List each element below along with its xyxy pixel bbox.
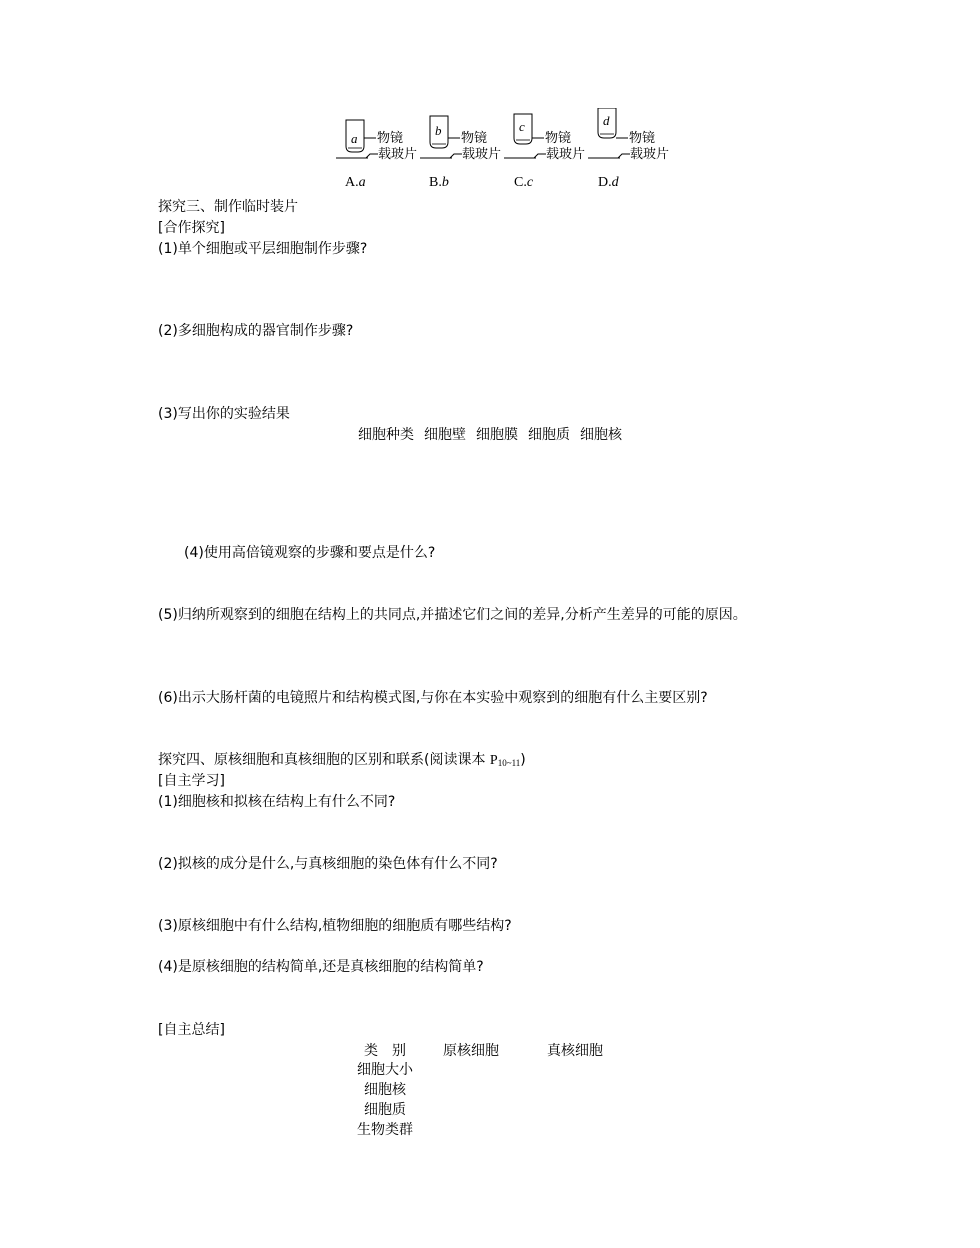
result-header-cell-membrane: 细胞膜 — [476, 427, 518, 443]
page-ref: $P_{10\sim 11}$ — [489, 753, 521, 768]
slide-label-d: 载玻片 — [630, 146, 670, 161]
objective-letter-a: a — [351, 131, 358, 146]
result-header-cell-type: 细胞种类 — [358, 427, 414, 443]
result-header-nucleus: 细胞核 — [580, 427, 622, 443]
section3-subtitle: [合作探究] — [158, 220, 225, 236]
section3-q2: (2)多细胞构成的器官制作步骤? — [158, 323, 354, 339]
section4-q2: (2)拟核的成分是什么,与真核细胞的染色体有什么不同? — [158, 856, 498, 872]
option-d-diagram — [588, 108, 669, 161]
section4-title: 探究四、原核细胞和真核细胞的区别和联系(阅读课本 $P_{10\sim 11}$) — [158, 752, 526, 768]
objective-figure — [330, 108, 690, 198]
option-label-d: D.d — [598, 175, 619, 190]
section3-q6: (6)出示大肠杆菌的电镜照片和结构模式图,与你在本实验中观察到的细胞有什么主要区别? — [158, 690, 708, 706]
result-header-cytoplasm: 细胞质 — [528, 427, 570, 443]
objective-letter-d: d — [603, 113, 610, 128]
option-b-diagram — [420, 116, 501, 161]
option-c-diagram — [504, 114, 585, 161]
objective-letter-b: b — [435, 123, 442, 138]
option-label-c: C.c — [514, 175, 534, 190]
objective-letter-c: c — [519, 119, 525, 134]
option-a-diagram — [336, 120, 417, 161]
section4-q4: (4)是原核细胞的结构简单,还是真核细胞的结构简单? — [158, 959, 484, 975]
slide-label-b: 载玻片 — [462, 146, 502, 161]
summary-row-nucleus: 细胞核 — [364, 1082, 406, 1098]
result-header-cell-wall: 细胞壁 — [424, 427, 466, 443]
section3-q1: (1)单个细胞或平层细胞制作步骤? — [158, 241, 368, 257]
section4-q1: (1)细胞核和拟核在结构上有什么不同? — [158, 794, 396, 810]
section4-subtitle: [自主学习] — [158, 773, 225, 789]
option-label-a: A.a — [345, 175, 366, 190]
objective-label-b: 物镜 — [461, 130, 488, 145]
summary-header-prokaryote: 原核细胞 — [443, 1043, 499, 1059]
summary-row-cytoplasm: 细胞质 — [364, 1102, 406, 1118]
summary-row-organisms: 生物类群 — [357, 1122, 413, 1138]
summary-row-size: 细胞大小 — [357, 1062, 413, 1078]
section3-q3: (3)写出你的实验结果 — [158, 406, 290, 422]
section3-q4: (4)使用高倍镜观察的步骤和要点是什么? — [184, 545, 436, 561]
slide-label-a: 载玻片 — [378, 146, 418, 161]
section3-q5: (5)归纳所观察到的细胞在结构上的共同点,并描述它们之间的差异,分析产生差异的可能的原因。 — [158, 607, 747, 623]
option-label-b: B.b — [429, 175, 449, 190]
section3-title: 探究三、制作临时装片 — [158, 199, 298, 215]
objective-label-a: 物镜 — [377, 130, 404, 145]
slide-label-c: 载玻片 — [546, 146, 586, 161]
summary-header-category: 类 别 — [364, 1043, 406, 1059]
objective-label-d: 物镜 — [629, 130, 656, 145]
objective-label-c: 物镜 — [545, 130, 572, 145]
section4-q3: (3)原核细胞中有什么结构,植物细胞的细胞质有哪些结构? — [158, 918, 512, 934]
summary-header-eukaryote: 真核细胞 — [547, 1043, 603, 1059]
summary-title: [自主总结] — [158, 1022, 225, 1038]
